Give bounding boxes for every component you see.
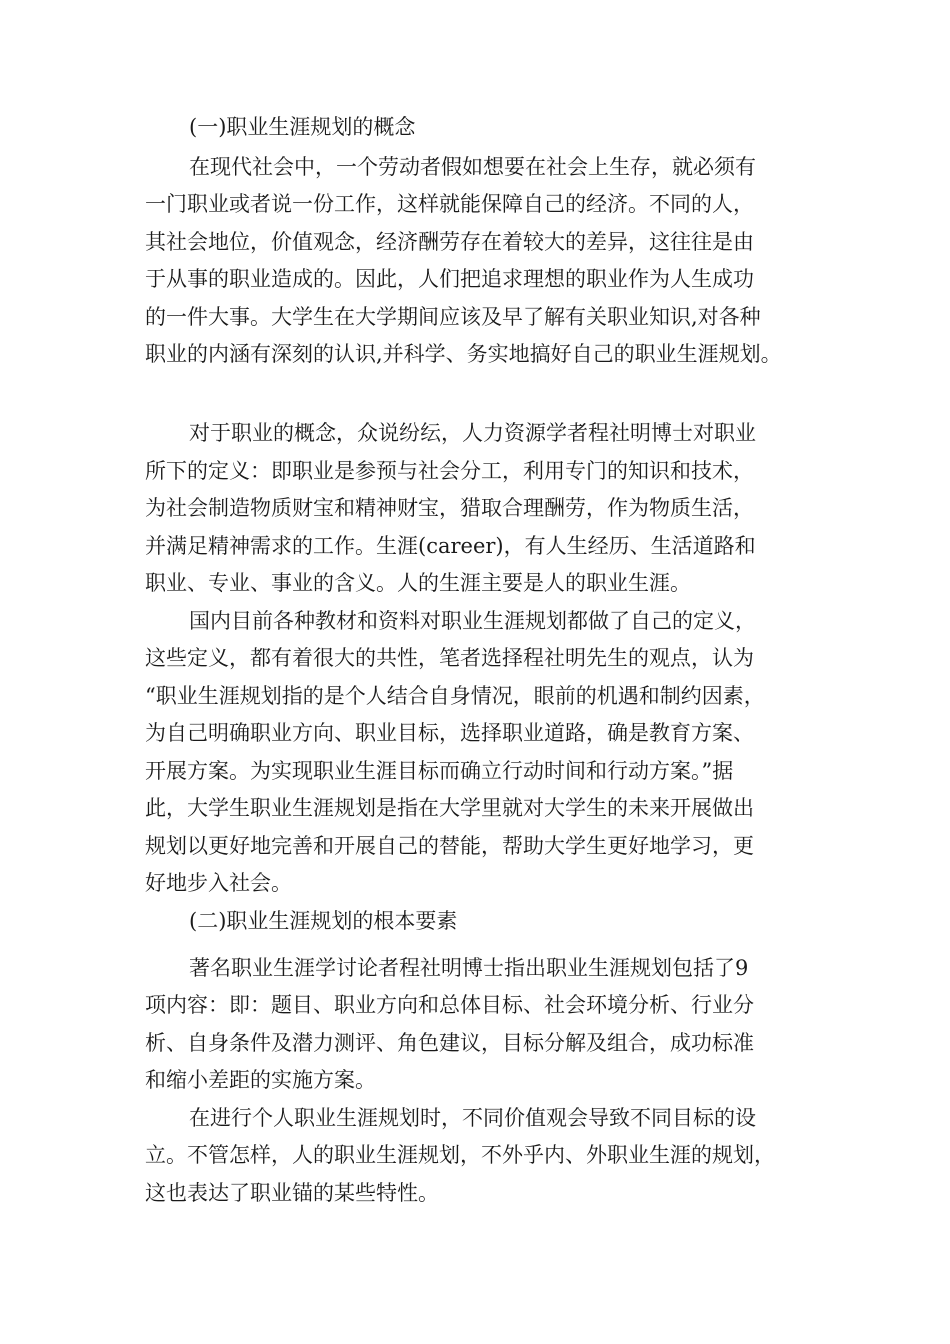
text-line: 所下的定义：即职业是参预与社会分工，利用专门的知识和技术， bbox=[145, 459, 754, 483]
text-line: 在进行个人职业生涯规划时，不同价值观会导致不同目标的设 bbox=[189, 1106, 756, 1130]
text-line: 在现代社会中，一个劳动者假如想要在社会上生存，就必须有 bbox=[189, 155, 756, 179]
text-line: 和缩小差距的实施方案。 bbox=[145, 1068, 376, 1092]
text-line: 这些定义，都有着很大的共性，笔者选择程社明先生的观点，认为 bbox=[145, 646, 754, 670]
text-line: 规划以更好地完善和开展自己的替能，帮助大学生更好地学习，更 bbox=[145, 834, 754, 858]
text-line: 职业、专业、事业的含义。人的生涯主要是人的职业生涯。 bbox=[145, 571, 691, 595]
section-heading-concept: (一)职业生涯规划的概念 bbox=[189, 115, 416, 139]
text-line: 并满足精神需求的工作。生涯(career)，有人生经历、生活道路和 bbox=[145, 534, 756, 558]
text-line: 此，大学生职业生涯规划是指在大学里就对大学生的未来开展做出 bbox=[145, 796, 754, 820]
text-line: “职业生涯规划指的是个人结合自身情况，眼前的机遇和制约因素， bbox=[145, 684, 765, 708]
text-line: 对于职业的概念，众说纷纭，人力资源学者程社明博士对职业 bbox=[189, 421, 756, 445]
text-line: 好地步入社会。 bbox=[145, 871, 292, 895]
text-line: 项内容：即：题目、职业方向和总体目标、社会环境分析、行业分 bbox=[145, 993, 754, 1017]
text-line: 国内目前各种教材和资料对职业生涯规划都做了自己的定义， bbox=[189, 609, 756, 633]
section-heading-elements: (二)职业生涯规划的根本要素 bbox=[189, 909, 458, 933]
text-line: 著名职业生涯学讨论者程社明博士指出职业生涯规划包括了9 bbox=[189, 956, 749, 980]
text-line: 为自己明确职业方向、职业目标，选择职业道路，确是教育方案、 bbox=[145, 721, 754, 745]
text-line: 为社会制造物质财宝和精神财宝，猎取合理酬劳，作为物质生活， bbox=[145, 496, 754, 520]
text-line: 这也表达了职业锚的某些特性。 bbox=[145, 1181, 439, 1205]
text-line: 的一件大事。大学生在大学期间应该及早了解有关职业知识,对各种 bbox=[145, 305, 761, 329]
text-line: 于从事的职业造成的。因此，人们把追求理想的职业作为人生成功 bbox=[145, 267, 754, 291]
text-line: 其社会地位，价值观念，经济酬劳存在着较大的差异，这往往是由 bbox=[145, 230, 754, 254]
text-line: 开展方案。为实现职业生涯目标而确立行动时间和行动方案。”据 bbox=[145, 759, 734, 783]
text-line: 一门职业或者说一份工作，这样就能保障自己的经济。不同的人， bbox=[145, 192, 754, 216]
text-line: 职业的内涵有深刻的认识,并科学、务实地搞好自己的职业生涯规划。 bbox=[145, 342, 782, 366]
text-line: 立。不管怎样，人的职业生涯规划，不外乎内、外职业生涯的规划， bbox=[145, 1143, 775, 1167]
text-line: 析、自身条件及潜力测评、角色建议，目标分解及组合，成功标准 bbox=[145, 1031, 754, 1055]
